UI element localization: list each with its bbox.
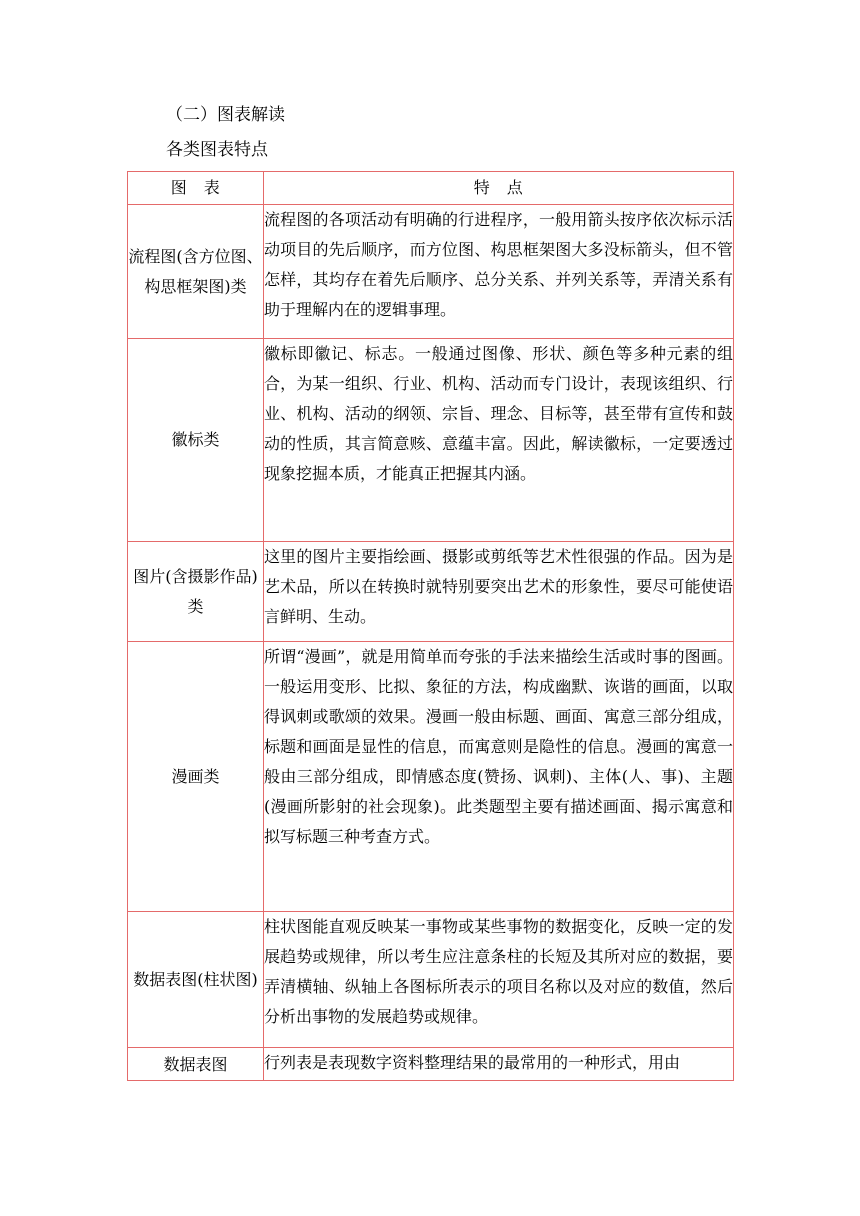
- table-row: [128, 642, 734, 912]
- table-row: [128, 912, 734, 1048]
- chart-type-cell: 徽标类: [128, 339, 264, 542]
- chart-type-cell: 图片(含摄影作品)类: [128, 542, 264, 642]
- feature-cell: 柱状图能直观反映某一事物或某些事物的数据变化，反映一定的发展趋势或规律，所以考生应注意条柱的长短及其所对应的数据，要弄清横轴、纵轴上各图标所表示的项目名称以及对应的数值，然后分析出事物的发展趋势或规律。: [264, 912, 734, 1048]
- feature-cell: 徽标即徽记、标志。一般通过图像、形状、颜色等多种元素的组合，为某一组织、行业、机构、活动而专门设计，表现该组织、行业、机构、活动的纲领、宗旨、理念、目标等，甚至带有宣传和鼓动的性质，其言简意赅、意蕴丰富。因此，解读徽标，一定要透过现象挖掘本质，才能真正把握其内涵。: [264, 339, 734, 542]
- header-chart-type: 图 表: [128, 172, 264, 205]
- table-row: [128, 542, 734, 642]
- chart-type-cell: 漫画类: [128, 642, 264, 912]
- table-row: [128, 1048, 734, 1081]
- chart-type-cell: 数据表图(柱状图): [128, 912, 264, 1048]
- chart-types-table: [127, 171, 734, 1081]
- feature-cell: 所谓“漫画”，就是用简单而夸张的手法来描绘生活或时事的图画。一般运用变形、比拟、象征的方法，构成幽默、诙谐的画面，以取得讽刺或歌颂的效果。漫画一般由标题、画面、寓意三部分组成，标题和画面是显性的信息，而寓意则是隐性的信息。漫画的寓意一般由三部分组成，即情感态度(赞扬、讽刺)、主体(人、事)、主题(漫画所影射的社会现象)。此类题型主要有描述画面、揭示寓意和拟写标题三种考查方式。: [264, 642, 734, 912]
- header-features: 特 点: [264, 172, 734, 205]
- table-row: [128, 339, 734, 542]
- feature-cell: 这里的图片主要指绘画、摄影或剪纸等艺术性很强的作品。因为是艺术品，所以在转换时就特别要突出艺术的形象性，要尽可能使语言鲜明、生动。: [264, 542, 734, 642]
- chart-type-cell: 数据表图: [128, 1048, 264, 1081]
- table-header-row: [128, 172, 734, 205]
- section-heading: （二）图表解读: [166, 105, 285, 125]
- feature-cell: 流程图的各项活动有明确的行进程序，一般用箭头按序依次标示活动项目的先后顺序，而方位图、构思框架图大多没标箭头，但不管怎样，其均存在着先后顺序、总分关系、并列关系等，弄清关系有助于理解内在的逻辑事理。: [264, 205, 734, 339]
- table-caption: 各类图表特点: [166, 140, 268, 160]
- table-row: [128, 205, 734, 339]
- feature-cell: 行列表是表现数字资料整理结果的最常用的一种形式，用由: [264, 1048, 734, 1081]
- chart-type-cell: 流程图(含方位图、构思框架图)类: [128, 205, 264, 339]
